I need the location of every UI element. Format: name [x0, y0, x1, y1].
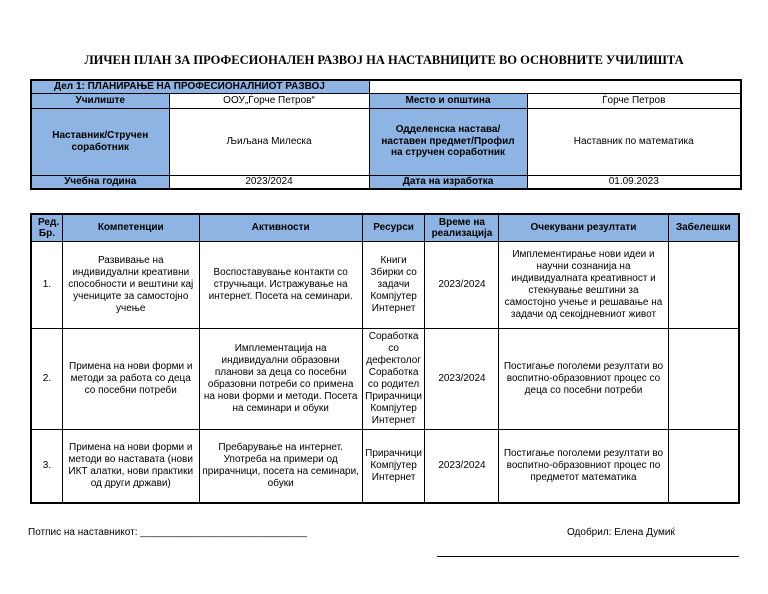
teacher-label: Наставник/Стручен соработник: [31, 108, 169, 175]
approved-by: Одобрил: Елена Думиќ: [567, 527, 675, 538]
row-resources: Соработка со дефектолог Соработка со родител Прирачници Компјутер Интернет: [362, 328, 425, 429]
place-label: Место и општина: [369, 93, 527, 108]
row-time: 2023/2024: [425, 241, 499, 328]
year-label: Учебна година: [31, 175, 169, 189]
header-num: Ред. Бр.: [31, 214, 62, 241]
row-num: 1.: [31, 241, 62, 328]
plan-table: [30, 213, 740, 504]
section-title-blank: [369, 80, 741, 93]
date-value: 01.09.2023: [527, 175, 741, 189]
row-result: Имплементирање нови идеи и научни сознанија на индивидуалната креативност и стекнување вештини за самостојно учење и решавање на задачи од секојдневниот живот: [499, 241, 668, 328]
row-activity: Воспоставување контакти со стручњаци. Истражување на интернет. Посета на семинари.: [199, 241, 362, 328]
header-notes: Забелешки: [668, 214, 739, 241]
school-value: ООУ„Ѓорче Петров“: [169, 93, 369, 108]
header-resources: Ресурси: [362, 214, 425, 241]
year-value: 2023/2024: [169, 175, 369, 189]
school-label: Училиште: [31, 93, 169, 108]
header-results: Очекувани резултати: [499, 214, 668, 241]
row-competency: Примена на нови форми и методи во наставата (нови ИКТ алатки, нови практики од други држави): [62, 429, 199, 503]
row-num: 2.: [31, 328, 62, 429]
page-title: ЛИЧЕН ПЛАН ЗА ПРОФЕСИОНАЛЕН РАЗВОЈ НА НАСТАВНИЦИТЕ ВО ОСНОВНИТЕ УЧИЛИШТА: [84, 53, 684, 67]
teacher-value: Љиљана Милеска: [169, 108, 369, 175]
row-notes: [668, 328, 739, 429]
row-activity: Имплементација на индивидуални образовни планови за деца со посебни образовни потреби со примена на нови форми и методи. Посета на семинари и обуки: [199, 328, 362, 429]
row-notes: [668, 429, 739, 503]
row-num: 3.: [31, 429, 62, 503]
table-row: [31, 328, 739, 429]
header-activities: Активности: [199, 214, 362, 241]
table-row: [31, 429, 739, 503]
row-result: Постигање поголеми резултати во воспитно-образовниот процес по предметот математика: [499, 429, 668, 503]
header-competencies: Компетенции: [62, 214, 199, 241]
row-result: Постигање поголеми резултати во воспитно-образовниот процес со деца со посебни потреби: [499, 328, 668, 429]
table-row: [31, 241, 739, 328]
row-time: 2023/2024: [425, 328, 499, 429]
row-competency: Примена на нови форми и методи за работа со деца со посебни потреби: [62, 328, 199, 429]
row-time: 2023/2024: [425, 429, 499, 503]
row-notes: [668, 241, 739, 328]
subject-label: Одделенска настава/наставен предмет/Профил на стручен соработник: [369, 108, 527, 175]
teacher-signature: Потпис на наставникот: ______________________________: [28, 527, 308, 538]
approval-signature-line: [437, 556, 739, 557]
header-info-table: [30, 79, 742, 190]
date-label: Дата на изработка: [369, 175, 527, 189]
place-value: Ѓорче Петров: [527, 93, 741, 108]
header-time: Време на реализација: [425, 214, 499, 241]
row-resources: Книги Збирки со задачи Компјутер Интернет: [362, 241, 425, 328]
subject-value: Наставник по математика: [527, 108, 741, 175]
section-title: Дел 1: ПЛАНИРАЊЕ НА ПРОФЕСИОНАЛНИОТ РАЗВОЈ: [31, 80, 369, 93]
row-competency: Развивање на индивидуални креативни способности и вештини кај учениците за самостојно учење: [62, 241, 199, 328]
row-activity: Пребарување на интернет. Употреба на примери од прирачници, посета на семинари, обуки: [199, 429, 362, 503]
row-resources: Прирачници Компјутер Интернет: [362, 429, 425, 503]
